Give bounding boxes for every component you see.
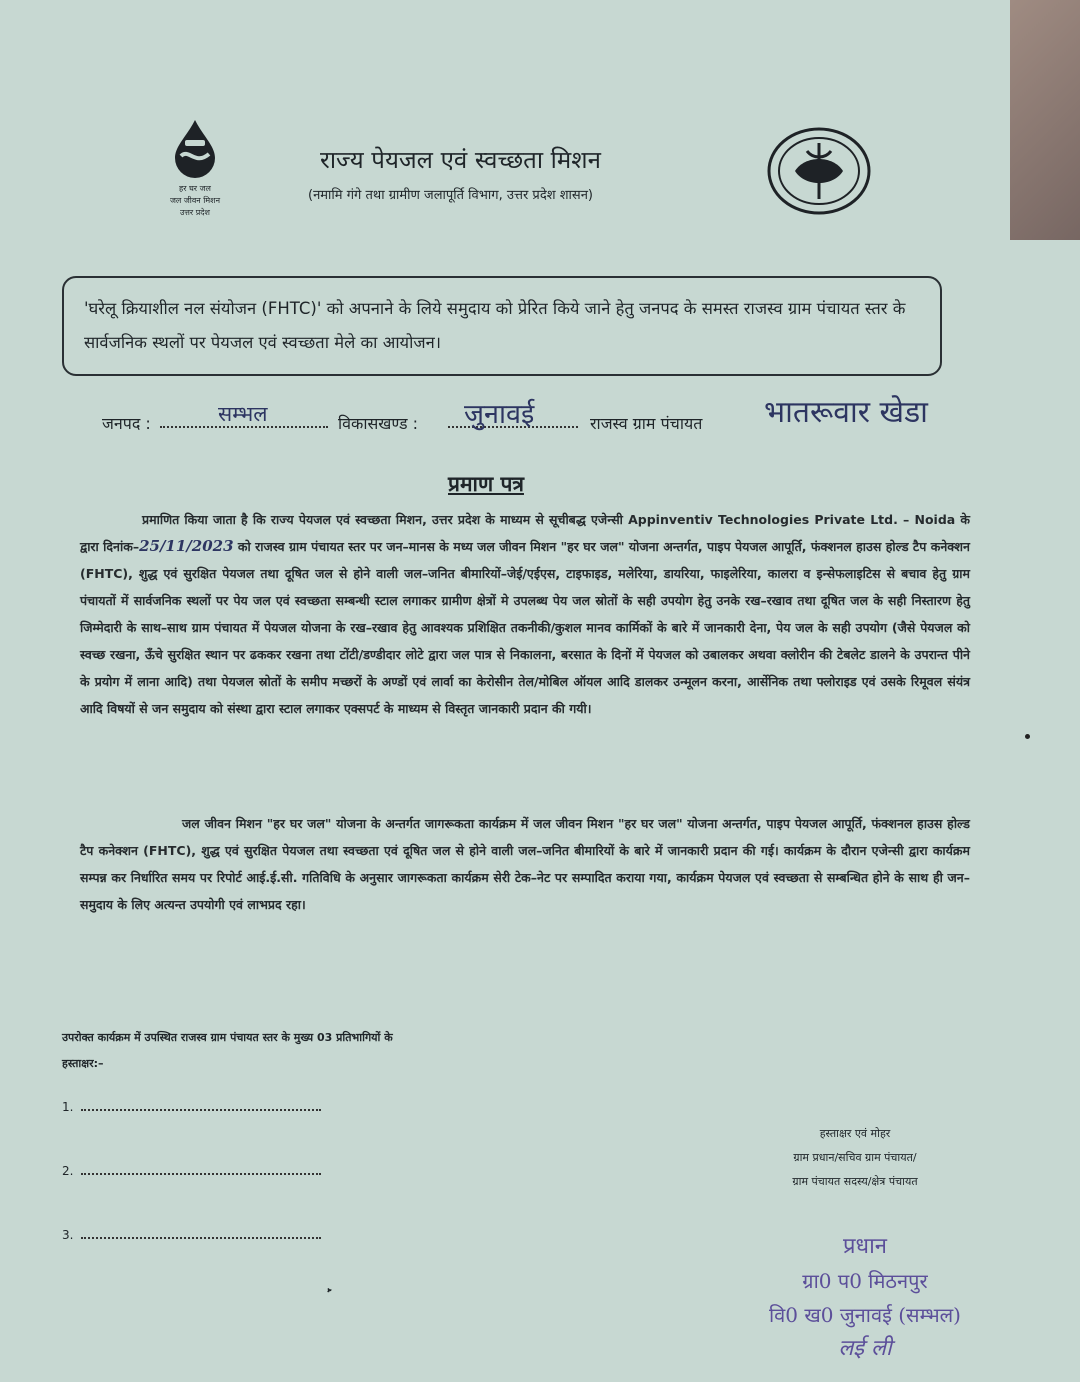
stamp-signature: लई ली bbox=[838, 1336, 892, 1361]
stamp-line-2: ग्रा0 प0 मिठनपुर bbox=[802, 1269, 928, 1293]
signatory-line-2: ग्राम प्रधान/सचिव ग्राम पंचायत/ bbox=[793, 1151, 917, 1164]
block-label: विकासखण्ड : bbox=[338, 414, 419, 433]
logo-caption-2: जल जीवन मिशन bbox=[169, 196, 221, 205]
signature-number-1: 1. bbox=[62, 1100, 74, 1114]
signature-number-3: 3. bbox=[62, 1228, 74, 1242]
logo-caption-1: हर घर जल bbox=[179, 184, 211, 193]
signatory-block bbox=[735, 1122, 975, 1194]
mission-subtitle: (नमामि गंगे तथा ग्रामीण जलापूर्ति विभाग, उत्तर प्रदेश शासन) bbox=[308, 188, 593, 203]
panchayat-value: भातरूवार खेडा bbox=[764, 395, 928, 430]
pradhan-stamp bbox=[730, 1230, 1000, 1366]
panchayat-label: राजस्व ग्राम पंचायत bbox=[590, 414, 703, 433]
signature-line-1 bbox=[62, 1100, 321, 1114]
stamp-line-1: प्रधान bbox=[843, 1234, 887, 1259]
paragraph-1-part-b: को राजस्व ग्राम पंचायत स्तर पर जन–मानस के मध्य जल जीवन मिशन "हर घर जल" योजना अन्तर्गत, पाइप पेयजल आपूर्ति, फंक्शनल हाउस होल्ड टैप कनेक्शन (FHTC), शुद्ध एवं सुरक्षित पेयजल तथा दूषित जल से होने वाली जल–जनित बीमारियों–जेई/एईएस, टाइफाइड, मलेरिया, डायरिया, फाइलेरिया, कालरा व इन्सेफलाइटिस से बचाव हेतु ग्राम पंचायतों में सार्वजनिक स्थलों पर पेय जल एवं स्वच्छता सम्बन्धी स्टाल लगाकर ग्रामीण क्षेत्रों मे उपलब्ध पेय जल स्रोतों के सही उपयोग हेतु उनके रख–रखाव तथा दूषित जल के सही निस्तारण हेतु जिम्मेदारी के साथ–साथ ग्राम पंचायत में पेयजल योजना के रख–रखाव हेतु आवश्यक प्रशिक्षित तकनीकी/कुशल मानव कार्मिकों के बारे में जानकारी देना, पेय जल के सही उपयोग (जैसे पेयजल को स्वच्छ रखना, ऊँचे सुरक्षित स्थान पर ढककर रखना तथा टोंटी/डण्डीदार लोटे द्वारा जल पात्र से निकालना, बरसात के दिनों में पेयजल को उबालकर अथवा क्लोरीन की टेबलेट डालने के उपरान्त पीने के प्रयोग में लाना आदि) तथा पेयजल स्रोतों के समीप मच्छरों के अण्डों एवं लार्वा का केरोसीन तेल/मोबिल ऑयल आदि डालकर उन्मूलन करना, आर्सेनिक तथा फ्लोराइड एवं उसके रिमूवल संयंत्र आदि विषयों से जन समुदाय को संस्था द्वारा स्टाल लगाकर एक्सपर्ट के माध्यम से विस्तृत जानकारी प्रदान की गयी। bbox=[80, 539, 970, 716]
up-state-emblem-icon bbox=[765, 125, 873, 217]
district-value: सम्भल bbox=[218, 402, 268, 426]
district-label: जनपद : bbox=[102, 414, 151, 433]
paragraph-1-part-a: प्रमाणित किया जाता है कि राज्य पेयजल एवं स्वच्छता मिशन, उत्तर प्रदेश के माध्यम से सूचीबद्ध एजेन्सी Appinventiv Technologies Private Ltd. – Noida के द्वारा दिनांक– bbox=[80, 512, 970, 554]
har-ghar-jal-logo bbox=[150, 118, 240, 218]
certificate-paragraph-2: जल जीवन मिशन "हर घर जल" योजना के अन्तर्गत जागरूकता कार्यक्रम में जल जीवन मिशन "हर घर जल" योजना अन्तर्गत, पाइप पेयजल आपूर्ति, फंक्शनल हाउस होल्ड टैप कनेक्शन (FHTC), शुद्ध एवं सुरक्षित पेयजल तथा स्वच्छता एवं दूषित जल से होने वाली जल–जनित बीमारियों के बारे में जानकारी प्रदान की गई। कार्यक्रम के दौरान एजेन्सी द्वारा कार्यक्रम सम्पन्न कर निर्धारित समय पर रिपोर्ट आई.ई.सी. गतिविधि के अनुसार जागरूकता कार्यक्रम सेरी टेक–नेट पर सम्पादित कराया गया, कार्यक्रम पेयजल एवं स्वच्छता से सम्बन्धित होने के साथ ही जन–समुदाय के लिए अत्यन्त उपयोगी एवं लाभप्रद रहा। bbox=[80, 816, 970, 912]
event-date: 25/11/2023 bbox=[139, 537, 234, 555]
certificate-title: प्रमाण पत्र bbox=[448, 472, 524, 496]
signature-dots-1 bbox=[81, 1109, 321, 1111]
signatory-line-3: ग्राम पंचायत सदस्य/क्षेत्र पंचायत bbox=[792, 1175, 918, 1188]
signature-number-2: 2. bbox=[62, 1164, 74, 1178]
signature-line-3 bbox=[62, 1228, 321, 1242]
mission-title: राज्य पेयजल एवं स्वच्छता मिशन bbox=[320, 146, 601, 174]
logo-caption-3: उत्तर प्रदेश bbox=[180, 208, 210, 217]
water-drop-icon bbox=[165, 118, 225, 178]
signatures-label: हस्ताक्षर:– bbox=[62, 1057, 104, 1070]
signature-dots-2 bbox=[81, 1173, 321, 1175]
attendance-line: उपरोक्त कार्यक्रम में उपस्थित राजस्व ग्राम पंचायत स्तर के मुख्य 03 प्रतिभागियों के bbox=[62, 1031, 393, 1044]
certificate-paragraph-1 bbox=[80, 506, 970, 722]
signature-line-2 bbox=[62, 1164, 321, 1178]
background-fabric bbox=[1010, 0, 1080, 240]
stamp-line-3: वि0 ख0 जुनावई (सम्भल) bbox=[769, 1303, 961, 1327]
block-value: जुनावई bbox=[464, 399, 535, 430]
event-banner: 'घरेलू क्रियाशील नल संयोजन (FHTC)' को अपनाने के लिये समुदाय को प्रेरित किये जाने हेतु जनपद के समस्त राजस्व ग्राम पंचायत स्तर के सार्वजनिक स्थलों पर पेयजल एवं स्वच्छता मेले का आयोजन। bbox=[62, 276, 942, 376]
signature-dots-3 bbox=[81, 1237, 321, 1239]
signatory-line-1: हस्ताक्षर एवं मोहर bbox=[819, 1127, 891, 1140]
ink-dot bbox=[1025, 734, 1030, 739]
